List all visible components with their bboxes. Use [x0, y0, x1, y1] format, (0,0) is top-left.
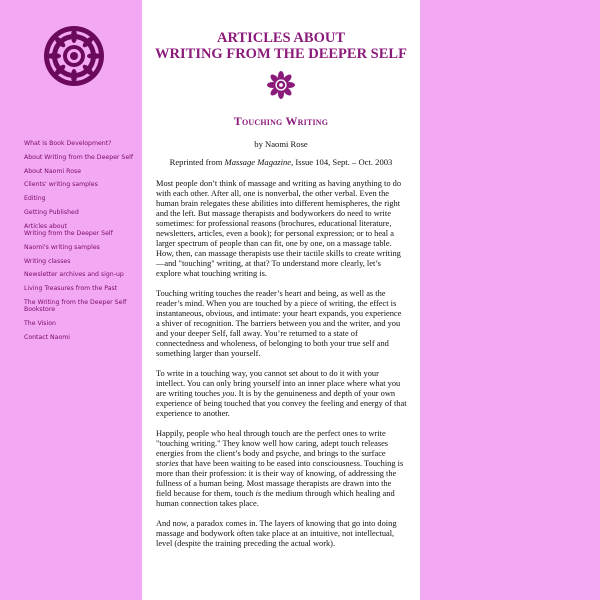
paragraph-4-part-b: that have been waiting to be eased into consciousness. Touching is more than their profession: it is their way of knowing, of addressing the fullness of a human being. Most massage therapists are drawn into the field because for them, touch	[156, 459, 404, 498]
paragraph-3	[156, 369, 407, 419]
main-content	[142, 0, 420, 600]
paragraph-3-part-a: To write in a touching way, you cannot set about to do it with your intellect. You can only bring yourself into an inner place where what you are writing touches	[156, 369, 401, 398]
byline: by Naomi Rose	[254, 139, 308, 149]
page-header	[142, 30, 420, 62]
paragraph-3-emphasis: you	[222, 389, 235, 398]
left-sidebar	[0, 0, 142, 600]
paragraph-4-emphasis-1: stories	[156, 459, 179, 468]
nav-item-newsletter[interactable]: Newsletter archives and sign-up	[24, 271, 124, 279]
paragraph-3-part-b: . It is by the genuineness and depth of your own experience of being touched that you convey the feeling and energy of that experience to another.	[156, 389, 407, 418]
paragraph-4-part-a: Happily, people who heal through touch are the perfect ones to write "touching writing." They know well how caring, adept touch releases energies from the client’s body and psyche, and brings to the surface	[156, 429, 389, 458]
page-header-line-2: WRITING FROM THE DEEPER SELF	[155, 46, 407, 62]
nav-item-book-development[interactable]: What is Book Development?	[24, 140, 112, 147]
paragraph-2: Touching writing touches the reader’s heart and being, as well as the reader’s mind. When you are touched by a piece of writing, the effect is instantaneous, obvious, and intimate: your heart expands, you experience a shiver of recognition. The barriers between you and the writer, and you and your deeper Self, fall away. You’re returned to a state of connectedness and wholeness, of belonging to both your true self and something larger than yourself.	[156, 289, 402, 358]
paragraph-4	[156, 429, 407, 509]
nav-item-about-naomi[interactable]: About Naomi Rose	[24, 167, 82, 175]
paragraph-5: And now, a paradox comes in. The layers of knowing that go into doing massage and bodywork often take place at an intuitive, not intellectual, level (despite the training preceding the actual work).	[156, 519, 397, 548]
nav-item-editing[interactable]: Editing	[24, 195, 46, 203]
nav-item-vision[interactable]: The Vision	[24, 319, 56, 327]
mandala-ornament-icon	[266, 70, 296, 100]
nav-item-living-treasures[interactable]: Living Treasures from the Past	[24, 285, 118, 293]
nav-item-articles[interactable]: Articles about Writing from the Deeper Self	[24, 222, 113, 237]
reprint-note	[142, 157, 420, 167]
article-body	[142, 179, 420, 549]
page-header-line-1: ARTICLES ABOUT	[216, 30, 345, 46]
reprint-suffix: , Issue 104, Sept. – Oct. 2003	[291, 157, 393, 167]
nav-menu	[24, 140, 140, 348]
nav-item-clients-samples[interactable]: Clients' writing samples	[24, 181, 98, 189]
paragraph-4-part-c: the medium through which healing and human connection takes place.	[156, 489, 395, 508]
paragraph-4-emphasis-2: is	[255, 489, 262, 498]
nav-item-writing-classes[interactable]: Writing classes	[24, 257, 71, 265]
paragraph-1: Most people don’t think of massage and writing as having anything to do with each other. After all, one is nonverbal, the other verbal. Even the human brain relegates these abilities into different hemispheres, the right and the left. But massage therapists and bodyworkers do need to write sometimes: for professional reasons (brochures, educational literature, newsletters, articles, even a book); for personal expression; or to heal a larger spectrum of people than can fit, one by one, on a massage table. How, then, can massage therapists use their tactile skills to create writing—and "touching" writing, at that? To understand more clearly, let’s explore what touching writing is.	[156, 179, 402, 278]
nav-item-bookstore[interactable]: The Writing from the Deeper Self Bookstore	[24, 298, 127, 314]
article-title: Touching Writing	[233, 114, 329, 128]
reprint-source: Massage Magazine	[224, 157, 292, 167]
right-margin	[420, 0, 556, 600]
nav-item-contact[interactable]: Contact Naomi	[24, 333, 70, 341]
reprint-prefix: Reprinted from	[169, 157, 225, 167]
nav-item-about-writing[interactable]: About Writing from the Deeper Self	[24, 153, 134, 161]
flower-mandala-icon	[42, 24, 106, 88]
nav-item-naomi-samples[interactable]: Naomi's writing samples	[24, 243, 100, 251]
nav-item-getting-published[interactable]: Getting Published	[24, 208, 79, 216]
